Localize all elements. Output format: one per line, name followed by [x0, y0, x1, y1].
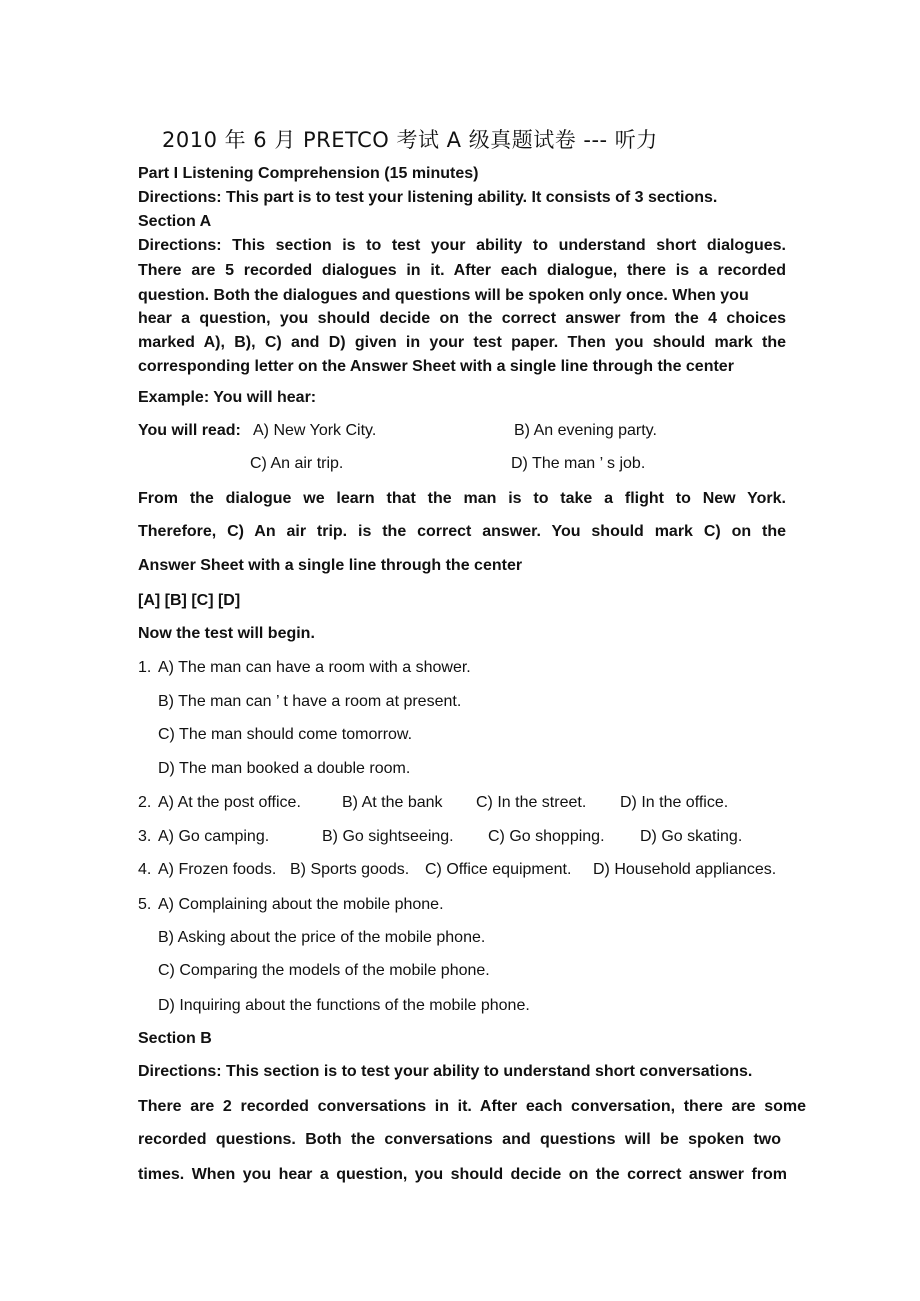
- question-number: 1.: [138, 659, 152, 676]
- example-explanation-line: Answer Sheet with a single line through the center: [138, 557, 523, 574]
- question-number: 3.: [138, 828, 152, 845]
- question-option: B) The man can ’ t have a room at present.: [158, 693, 462, 710]
- question-option: B) At the bank: [342, 794, 443, 811]
- question-number: 2.: [138, 794, 152, 811]
- question-number: 5.: [138, 896, 152, 913]
- section-a-directions-line: Directions: This section is to test your ability to understand short dialogues.: [138, 237, 786, 254]
- question-option: A) Frozen foods.: [158, 861, 277, 878]
- question-option: C) Go shopping.: [488, 828, 605, 845]
- part-heading: Part I Listening Comprehension (15 minutes): [138, 165, 479, 182]
- example-explanation-line: From the dialogue we learn that the man is to take a flight to New York.: [138, 490, 786, 507]
- section-a-directions-line: question. Both the dialogues and questions will be spoken only once. When you: [138, 287, 749, 304]
- section-a-directions-line: There are 5 recorded dialogues in it. After each dialogue, there is a recorded: [138, 262, 786, 279]
- question-option: C) Comparing the models of the mobile phone.: [158, 962, 490, 979]
- section-a-heading: Section A: [138, 213, 212, 230]
- question-number: 4.: [138, 861, 152, 878]
- section-b-directions-line: recorded questions. Both the conversations and questions will be spoken two: [138, 1131, 781, 1148]
- document-title: 2010 年 6 月 PRETCO 考试 A 级真题试卷 --- 听力: [162, 128, 658, 152]
- example-option-b: B) An evening party.: [514, 422, 657, 439]
- question-option: C) Office equipment.: [425, 861, 572, 878]
- example-explanation-line: Therefore, C) An air trip. is the correct answer. You should mark C) on the: [138, 523, 786, 540]
- example-read-label: You will read:: [138, 422, 241, 439]
- section-b-directions-line: There are 2 recorded conversations in it. After each conversation, there are some: [138, 1098, 806, 1115]
- question-option: D) In the office.: [620, 794, 729, 811]
- question-option: A) The man can have a room with a shower.: [158, 659, 471, 676]
- question-option: B) Asking about the price of the mobile phone.: [158, 929, 486, 946]
- section-a-directions-line: hear a question, you should decide on the correct answer from the 4 choices: [138, 310, 786, 327]
- example-option-d: D) The man ’ s job.: [511, 455, 646, 472]
- example-option-a: A) New York City.: [253, 422, 377, 439]
- question-option: D) Household appliances.: [593, 861, 777, 878]
- example-hear-label: Example: You will hear:: [138, 389, 317, 406]
- test-begin: Now the test will begin.: [138, 625, 315, 642]
- section-b-directions-line: times. When you hear a question, you should decide on the correct answer from: [138, 1166, 787, 1183]
- part-directions: Directions: This part is to test your listening ability. It consists of 3 sections.: [138, 189, 718, 206]
- question-option: A) At the post office.: [158, 794, 301, 811]
- question-option: C) In the street.: [476, 794, 587, 811]
- answer-marks: [A] [B] [C] [D]: [138, 592, 241, 609]
- example-option-c: C) An air trip.: [250, 455, 344, 472]
- section-b-heading: Section B: [138, 1030, 212, 1047]
- question-option: A) Complaining about the mobile phone.: [158, 896, 444, 913]
- section-a-directions-line: corresponding letter on the Answer Sheet with a single line through the center: [138, 358, 734, 375]
- question-option: C) The man should come tomorrow.: [158, 726, 413, 743]
- question-option: D) Go skating.: [640, 828, 743, 845]
- question-option: B) Sports goods.: [290, 861, 410, 878]
- section-b-directions-line: Directions: This section is to test your ability to understand short conversations.: [138, 1063, 753, 1080]
- question-option: D) The man booked a double room.: [158, 760, 411, 777]
- question-option: D) Inquiring about the functions of the mobile phone.: [158, 997, 530, 1014]
- question-option: A) Go camping.: [158, 828, 270, 845]
- section-a-directions-line: marked A), B), C) and D) given in your test paper. Then you should mark the: [138, 334, 786, 351]
- question-option: B) Go sightseeing.: [322, 828, 454, 845]
